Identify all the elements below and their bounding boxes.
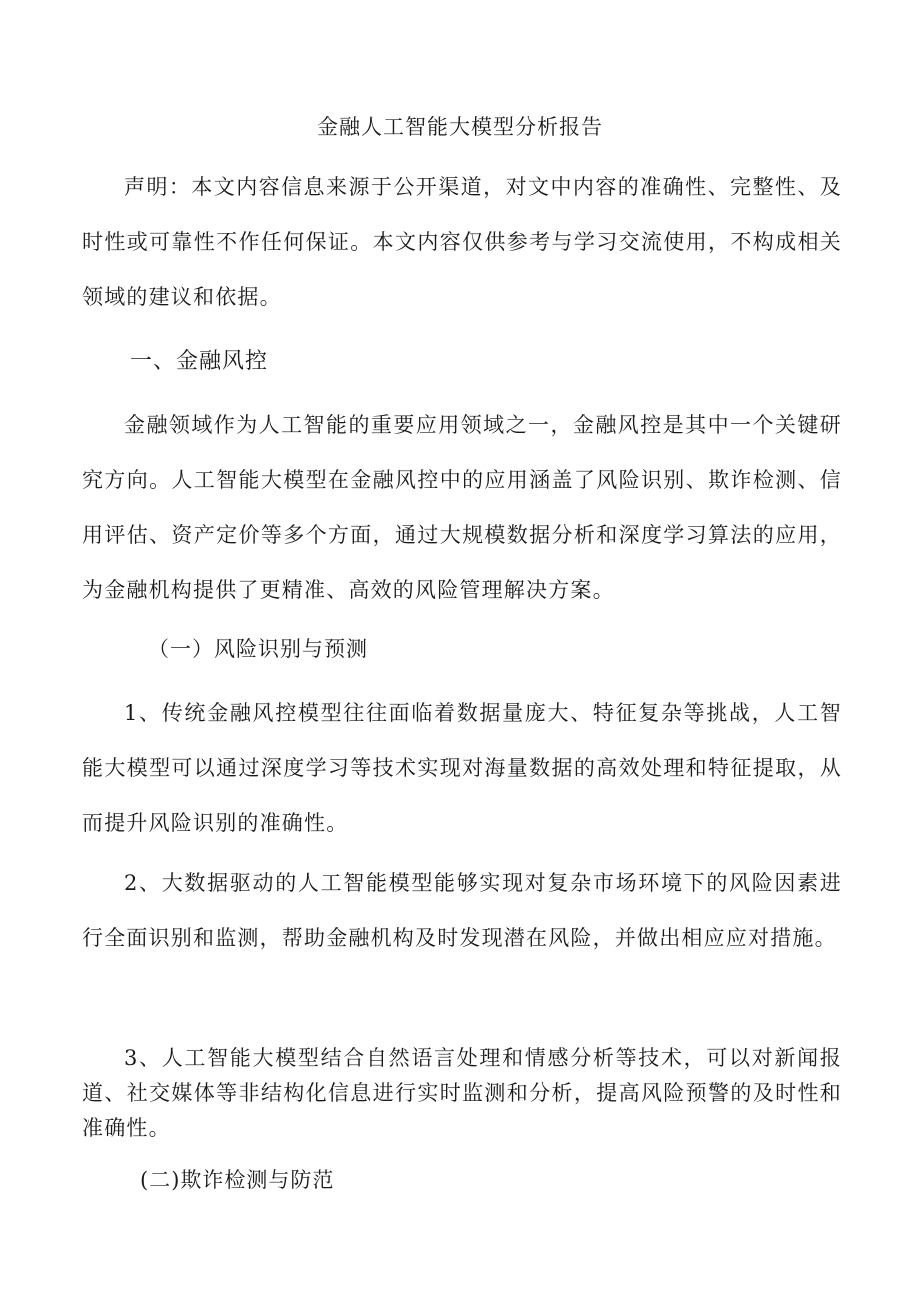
- section-intro-paragraph: 金融领域作为人工智能的重要应用领域之一，金融风控是其中一个关键研究方向。人工智能大模型在金融风控中的应用涵盖了风险识别、欺诈检测、信用评估、资产定价等多个方面，通过大规模数据分析和深度学习算法的应用，为金融机构提供了更精准、高效的风险管理解决方案。: [82, 413, 842, 602]
- disclaimer-paragraph: 声明：本文内容信息来源于公开渠道，对文中内容的准确性、完整性、及时性或可靠性不作任何保证。本文内容仅供参考与学习交流使用，不构成相关领域的建议和依据。: [82, 175, 842, 309]
- subsection-heading-risk-identification: （一）风险识别与预测: [148, 637, 368, 661]
- list-item: 1、传统金融风控模型往往面临着数据量庞大、特征复杂等挑战，人工智能大模型可以通过深度学习等技术实现对海量数据的高效处理和特征提取，从而提升风险识别的准确性。: [82, 701, 842, 835]
- list-item: 3、人工智能大模型结合自然语言处理和情感分析等技术，可以对新闻报道、社交媒体等非结构化信息进行实时监测和分析，提高风险预警的及时性和准确性。: [82, 1046, 842, 1140]
- document-title: 金融人工智能大模型分析报告: [317, 115, 603, 139]
- list-item: 2、大数据驱动的人工智能模型能够实现对复杂市场环境下的风险因素进行全面识别和监测，帮助金融机构及时发现潜在风险，并做出相应应对措施。: [82, 871, 842, 950]
- subsection-heading-fraud-detection: (二)欺诈检测与防范: [140, 1168, 335, 1192]
- section-heading-risk-control: 一、金融风控: [130, 349, 269, 374]
